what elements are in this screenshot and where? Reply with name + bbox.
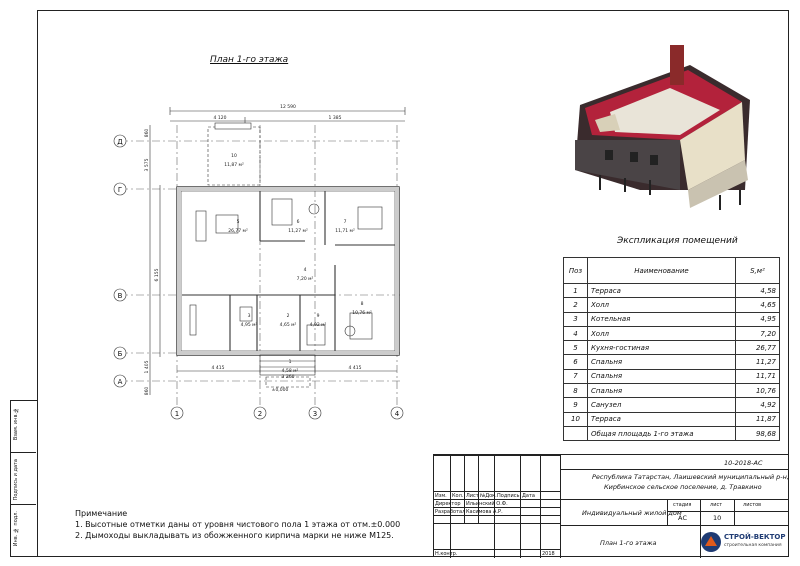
logo-name: СТРОЙ-ВЕКТОР [724, 533, 786, 541]
axis-label: 4 [394, 410, 400, 418]
stamp-col: Дата [522, 493, 535, 499]
stamp-sheets-label: листов [743, 502, 762, 508]
table-row: 3 Котельная 4,95 [564, 312, 780, 326]
dim-label: 6 155 [155, 268, 160, 282]
axis-label: Г [117, 186, 123, 194]
stamp-col: №Док. [480, 493, 497, 499]
stamp-person: Касимова А.Р. [466, 509, 503, 515]
table-row: 8 Спальня 10,76 [564, 384, 780, 398]
room-num: 9 [316, 314, 320, 319]
side-label: Подпись и дата [13, 459, 19, 501]
stamp-address: Республика Татарстан, Лаишевский муниципальный р-н, [592, 473, 789, 481]
logo-subtitle: строительная компания [724, 543, 782, 548]
company-logo [700, 530, 786, 554]
room-num: 5 [236, 220, 240, 225]
explication-table [563, 257, 780, 441]
room-area: 4,58 м² [281, 369, 299, 374]
table-row: 10 Терраса 11,87 [564, 412, 780, 426]
total-row: Общая площадь 1-го этажа 98,68 [564, 426, 780, 440]
col-header: Наименование [588, 258, 736, 284]
col-header: Поз [564, 258, 588, 284]
room-area: 4,92 м² [309, 323, 327, 328]
axis-label: А [117, 378, 123, 386]
stamp-code: 10-2018-АС [724, 459, 763, 467]
stamp-role: Директор [435, 501, 461, 507]
room-area: 11,71 м² [335, 229, 355, 234]
dim-label: 4 120 [213, 116, 227, 121]
room-num: 6 [296, 220, 300, 225]
stamp-stage-label: стадия [673, 502, 692, 508]
dim-label: 3 260 [281, 375, 295, 380]
floor-plan [100, 95, 420, 425]
table-row: 7 Спальня 11,71 [564, 369, 780, 383]
dim-label: 1 385 [328, 116, 342, 121]
table-row: 2 Холл 4,65 [564, 298, 780, 312]
room-num: 4 [303, 268, 307, 273]
stamp-project: Индивидуальный жилой дом [582, 509, 682, 517]
axis-label: 2 [257, 410, 263, 418]
table-row: 9 Санузел 4,92 [564, 398, 780, 412]
side-strip [10, 400, 37, 557]
axis-label: Б [117, 350, 123, 358]
room-num: 7 [343, 220, 347, 225]
stamp-col: Подпись [497, 493, 520, 499]
table-row: 1 Терраса 4,58 [564, 284, 780, 298]
logo-icon [700, 531, 722, 553]
stamp-col: Изм. [435, 493, 447, 499]
explication-title: Экспликация помещений [617, 236, 738, 246]
axis-label: Д [117, 138, 123, 146]
room-area: 7,20 м² [296, 277, 314, 282]
room-area: 26,77 м² [228, 229, 248, 234]
room-num: 10 [231, 154, 237, 159]
room-area: 11,87 м² [224, 163, 244, 168]
plan-title: План 1-го этажа [210, 55, 289, 65]
room-area: 10,76 м² [352, 311, 372, 316]
room-area: 11,27 м² [288, 229, 308, 234]
note-item: 2. Дымоходы выкладывать из обожженного кирпича марки не ниже М125. [75, 531, 394, 540]
room-area: 4,95 м² [240, 323, 258, 328]
note-item: 1. Высотные отметки даны от уровня чистового пола 1 этажа от отм.±0.000 [75, 520, 401, 529]
stamp-col: Лист [466, 493, 479, 499]
table-row: 5 Кухня-гостиная 26,77 [564, 341, 780, 355]
dim-label: 12 590 [280, 105, 296, 110]
stamp-stage: АС [678, 514, 687, 522]
stamp-person: Ильинский О.Ф. [466, 501, 508, 507]
axis-label: 1 [174, 410, 180, 418]
room-num: 8 [360, 302, 364, 307]
dim-label: 1 405 [145, 360, 150, 374]
dim-label: 860 [145, 128, 150, 138]
room-area: 4,65 м² [279, 323, 297, 328]
stamp-address: Кирбинское сельское поселение, д. Травкино [604, 483, 762, 491]
stamp-year: 2018 [542, 551, 555, 557]
stamp-sheet-label: лист [710, 502, 723, 508]
axis-label: 3 [312, 410, 318, 418]
room-num: 1 [288, 360, 292, 365]
col-header: S,м² [736, 258, 780, 284]
stamp-sheet-title: План 1-го этажа [600, 539, 657, 547]
dim-label: 4 415 [211, 366, 225, 371]
table-row: 4 Холл 7,20 [564, 326, 780, 340]
stamp-col: Кол. [452, 493, 464, 499]
axis-label: В [117, 292, 123, 300]
stamp-sheet: 10 [713, 514, 722, 522]
room-num: 2 [286, 314, 290, 319]
level-mark: ±0,000 [271, 388, 289, 393]
stamp-role: Разработал [435, 509, 466, 515]
notes-heading: Примечание [75, 509, 128, 518]
stamp-role: Н.контр. [435, 551, 458, 557]
dim-label: 860 [145, 386, 150, 396]
table-row: 6 Спальня 11,27 [564, 355, 780, 369]
dim-label: 4 415 [348, 366, 362, 371]
dim-label: 3 575 [145, 158, 150, 172]
side-label: Взам. инв.№ [13, 407, 19, 441]
side-label: Инв. № подл. [13, 511, 19, 547]
room-num: 3 [247, 314, 251, 319]
notes [75, 508, 400, 541]
house-3d-render [570, 40, 760, 220]
